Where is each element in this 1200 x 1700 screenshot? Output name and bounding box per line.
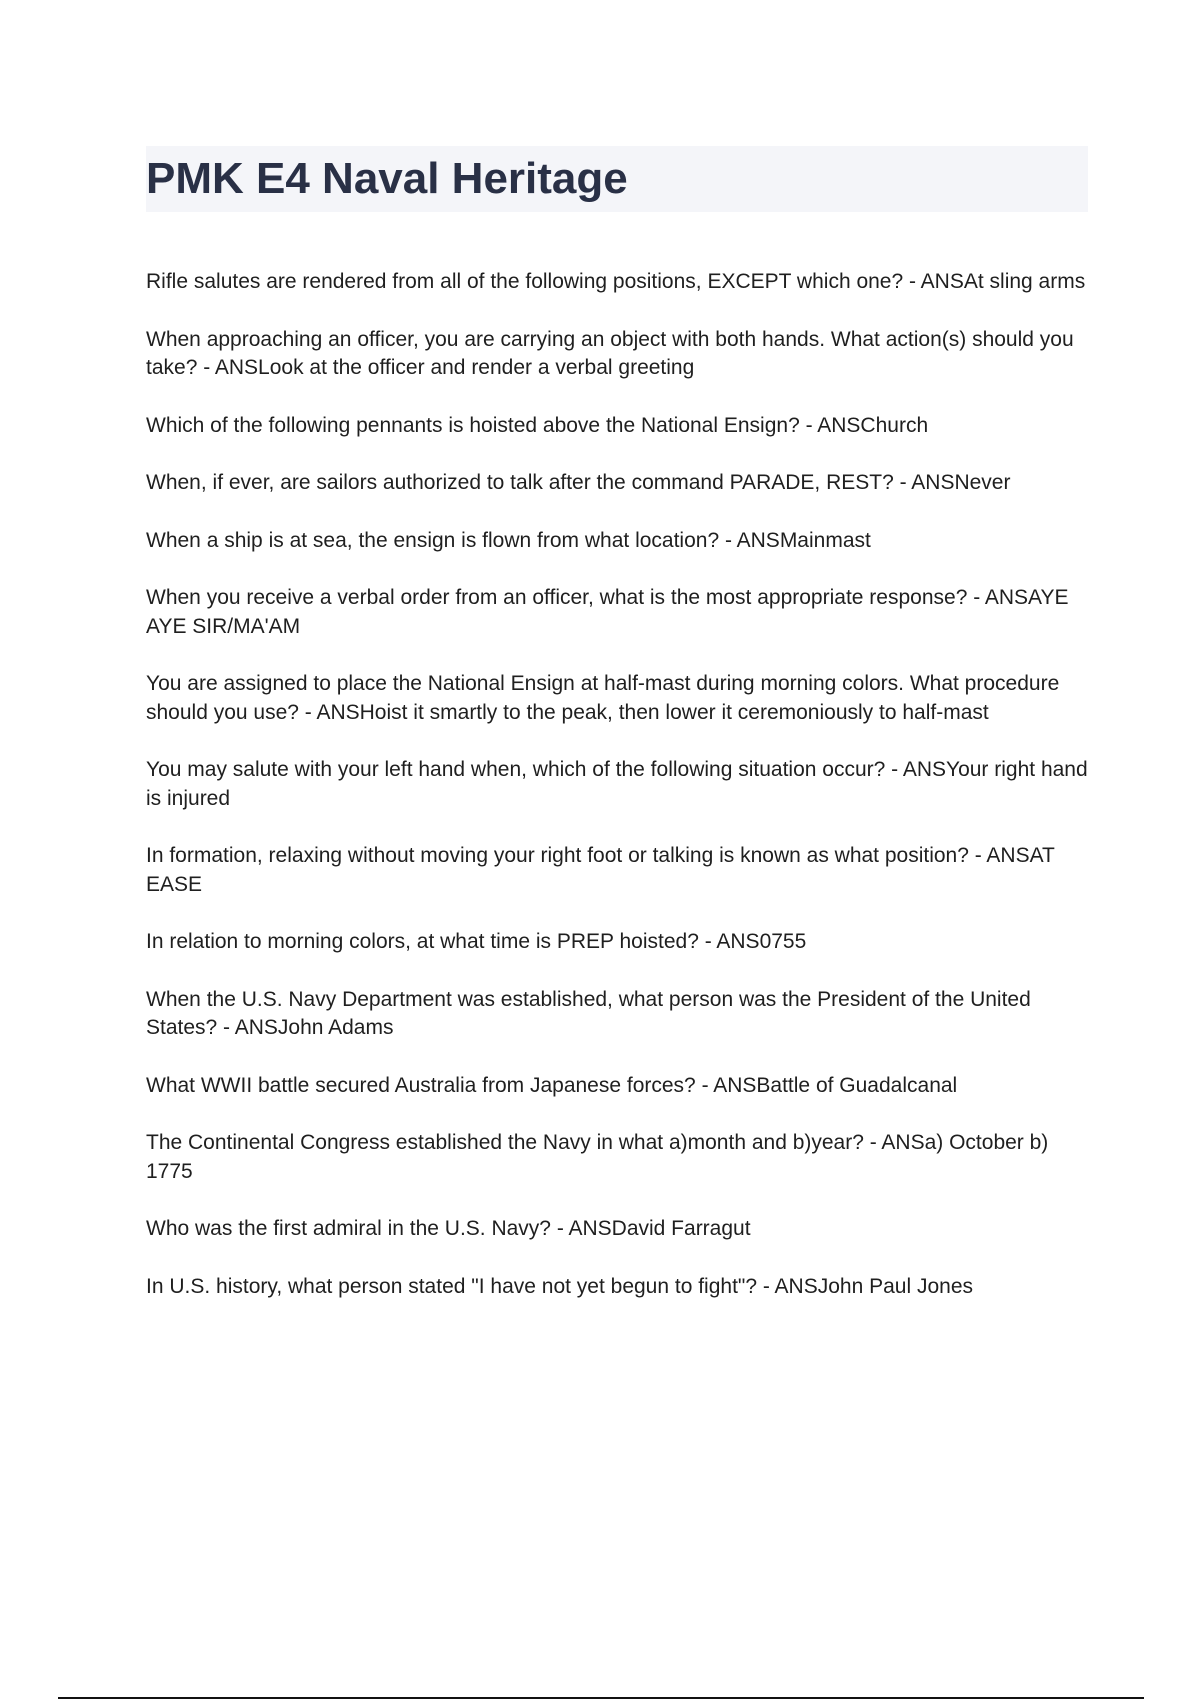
title-banner <box>146 146 1088 212</box>
qa-item: You may salute with your left hand when, which of the following situation occur? - ANSYour right hand is injured <box>146 758 1088 810</box>
qa-item: When, if ever, are sailors authorized to talk after the command PARADE, REST? - ANSNever <box>146 471 1011 494</box>
page-bottom-rule <box>58 1697 1144 1699</box>
qa-item: When the U.S. Navy Department was established, what person was the President of the United States? - ANSJohn Adams <box>146 987 1031 1039</box>
qa-item: In U.S. history, what person stated "I have not yet begun to fight"? - ANSJohn Paul Jones <box>146 1274 973 1298</box>
qa-item: Rifle salutes are rendered from all of the following positions, EXCEPT which one? - ANSAt sling arms <box>146 270 1086 293</box>
qa-item: Who was the first admiral in the U.S. Navy? - ANSDavid Farragut <box>146 1217 751 1240</box>
qa-item: When approaching an officer, you are carrying an object with both hands. What action(s) should you take? - ANSLook at the officer and render a verbal greeting <box>146 327 1074 379</box>
qa-list <box>146 268 1092 1330</box>
page-title: PMK E4 Naval Heritage <box>146 154 628 203</box>
qa-item: You are assigned to place the National Ensign at half-mast during morning colors. What procedure should you use? - ANSHoist it smartly to the peak, then lower it ceremoniously to half-mast <box>146 672 1060 724</box>
qa-item: In formation, relaxing without moving your right foot or talking is known as what position? - ANSAT EASE <box>146 844 1055 896</box>
qa-item: Which of the following pennants is hoisted above the National Ensign? - ANSChurch <box>146 413 929 437</box>
qa-item: When you receive a verbal order from an officer, what is the most appropriate response? - ANSAYE AYE SIR/MA'AM <box>146 586 1069 638</box>
qa-item: When a ship is at sea, the ensign is flown from what location? - ANSMainmast <box>146 528 871 552</box>
qa-item: The Continental Congress established the Navy in what a)month and b)year? - ANSa) October b) 1775 <box>146 1131 1049 1183</box>
qa-item: What WWII battle secured Australia from Japanese forces? - ANSBattle of Guadalcanal <box>146 1073 958 1097</box>
qa-item: In relation to morning colors, at what time is PREP hoisted? - ANS0755 <box>146 930 807 953</box>
